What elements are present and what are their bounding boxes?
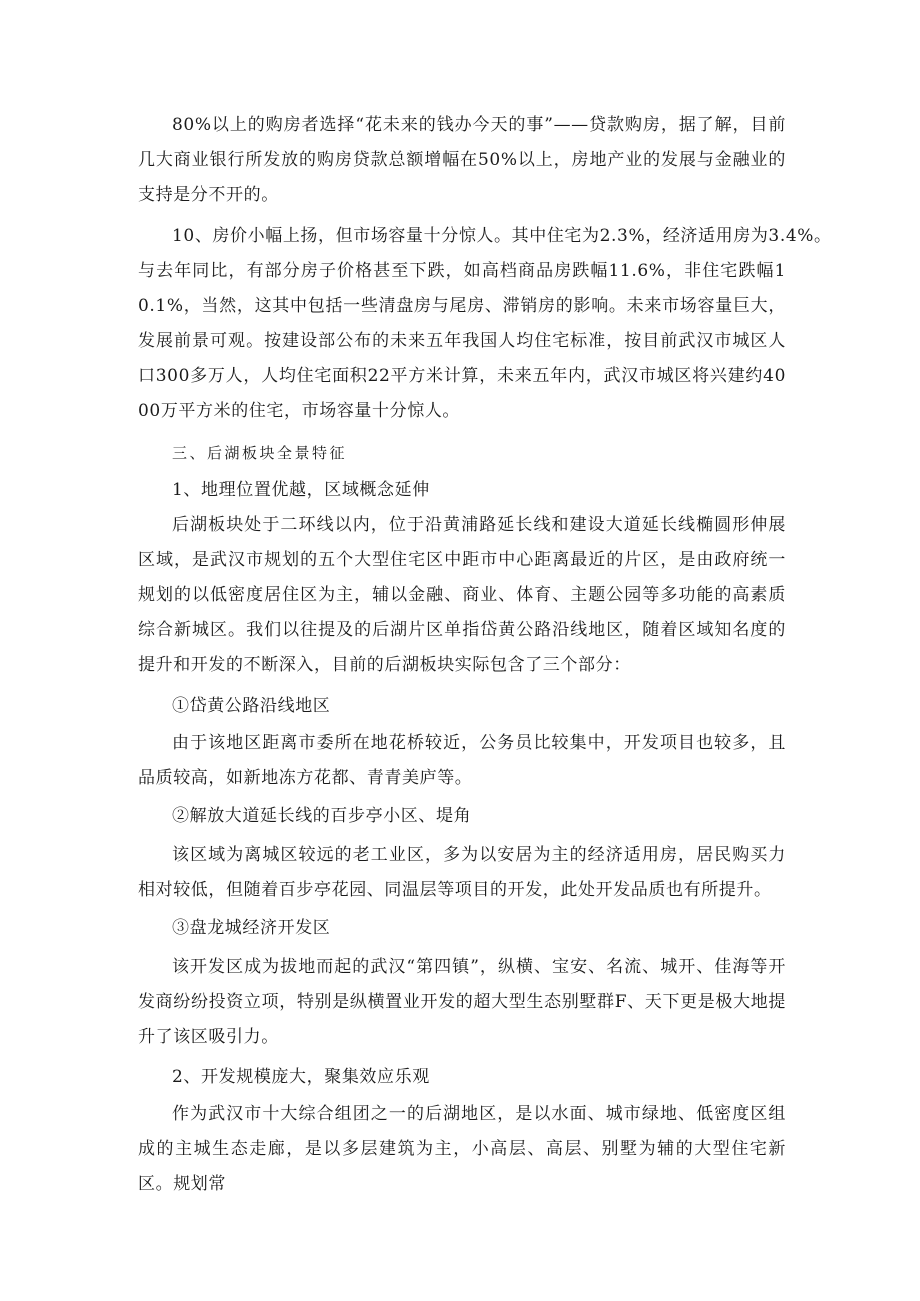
paragraph-daihuang: 由于该地区距离市委所在地花桥较近，公务员比较集中，开发项目也较多，且品质较高，如新地冻方花都、青青美庐等。 <box>138 733 786 788</box>
subheading-location: 1、地理位置优越，区域概念延伸 <box>172 480 430 500</box>
paragraph-price-body: 与去年同比，有部分房子价格甚至下跌，如高档商品房跌幅11.6%，非住宅跌幅10.1%，当然，这其中包括一些清盘房与尾房、滞销房的影响。未来市场容量巨大，发展前景可观。按建设部公布的未来五年我国人均住宅标准，按目前武汉市城区人口300多万人，人均住宅面积22平方米计算，未来五年内，武汉市城区将兴建约4000万平方米的住宅，市场容量十分惊人。 <box>138 261 786 421</box>
paragraph-location: 后湖板块处于二环线以内，位于沿黄浦路延长线和建设大道延长线椭圆形伸展区域，是武汉市规划的五个大型住宅区中距市中心距离最近的片区，是由政府统一规划的以低密度居住区为主，辅以金融、商业、体育、主题公园等多功能的高素质综合新城区。我们以往提及的后湖片区单指岱黄公路沿线地区，随着区域知名度的提升和开发的不断深入，目前的后湖板块实际包含了三个部分： <box>138 515 786 675</box>
paragraph-mortgage: 80%以上的购房者选择“花未来的钱办今天的事”——贷款购房，据了解，目前几大商业银行所发放的购房贷款总额增幅在50%以上，房地产业的发展与金融业的支持是分不开的。 <box>138 115 786 205</box>
list-item-baibuting: ②解放大道延长线的百步亭小区、堤角 <box>172 806 472 826</box>
section-heading-houhu: 三、后湖板块全景特征 <box>172 444 348 462</box>
paragraph-baibuting: 该区域为离城区较远的老工业区，多为以安居为主的经济适用房，居民购买力相对较低，但随着百步亭花园、同温层等项目的开发，此处开发品质也有所提升。 <box>138 845 786 900</box>
paragraph-panlongcheng: 该开发区成为拔地而起的武汉“第四镇”，纵横、宝安、名流、城开、佳海等开发商纷纷投资立项，特别是纵横置业开发的超大型生态别墅群F、天下更是极大地提升了该区吸引力。 <box>138 957 786 1047</box>
paragraph-price-heading: 10、房价小幅上扬，但市场容量十分惊人。其中住宅为2.3%，经济适用房为3.4%。 <box>172 226 832 246</box>
list-item-panlongcheng: ③盘龙城经济开发区 <box>172 918 331 938</box>
paragraph-scale: 作为武汉市十大综合组团之一的后湖地区，是以水面、城市绿地、低密度区组成的主城生态走廊，是以多层建筑为主，小高层、高层、别墅为辅的大型住宅新区。规划常 <box>138 1104 786 1194</box>
list-item-daihuang: ①岱黄公路沿线地区 <box>172 696 331 716</box>
subheading-scale: 2、开发规模庞大，聚集效应乐观 <box>172 1067 430 1087</box>
